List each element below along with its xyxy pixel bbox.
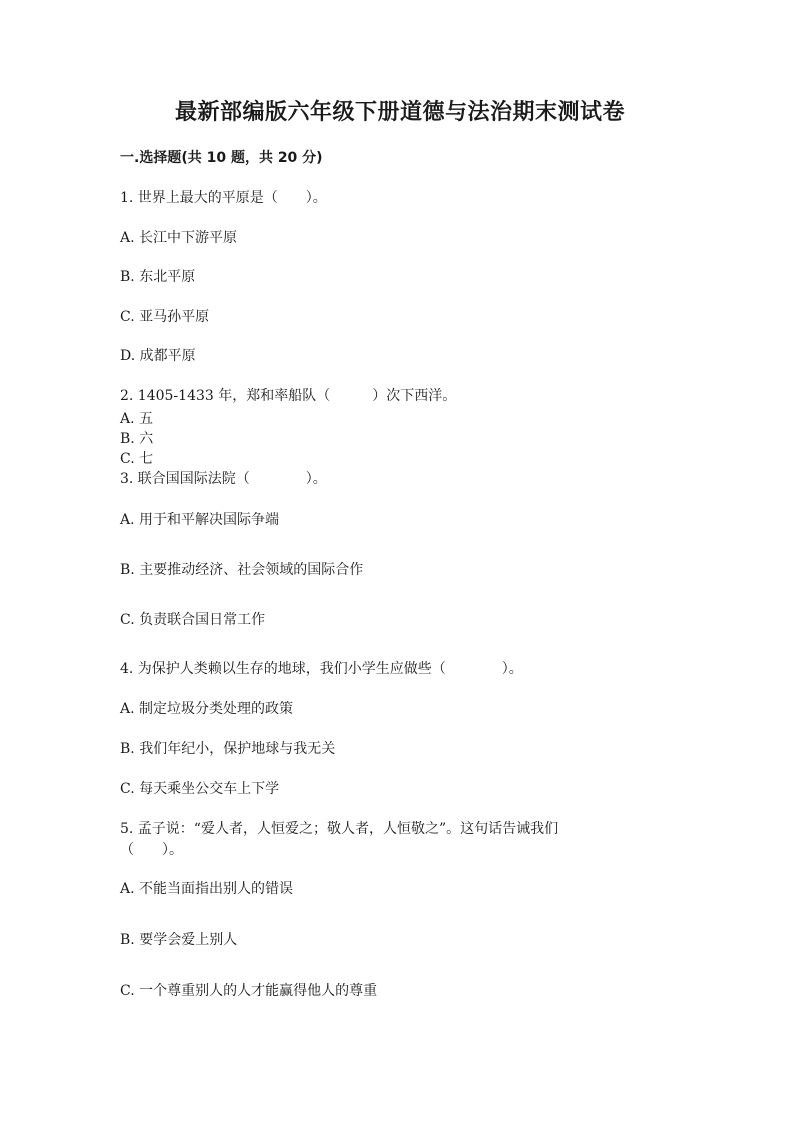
document-title: 最新部编版六年级下册道德与法治期末测试卷 xyxy=(174,100,625,125)
question-2-option-b: B. 六 xyxy=(120,431,154,447)
question-4-option-b: B. 我们年纪小，保护地球与我无关 xyxy=(120,741,336,757)
question-2-option-c: C. 七 xyxy=(120,451,154,467)
question-1-option-b: B. 东北平原 xyxy=(120,269,196,285)
question-1-option-d: D. 成都平原 xyxy=(120,348,196,364)
question-3-stem: 3. 联合国国际法院（ ）。 xyxy=(120,471,327,487)
question-3-option-a: A. 用于和平解决国际争端 xyxy=(120,512,280,528)
question-2-stem: 2. 1405-1433 年，郑和率船队（ ）次下西洋。 xyxy=(120,388,457,404)
question-4-stem: 4. 为保护人类赖以生存的地球，我们小学生应做些（ ）。 xyxy=(120,661,523,677)
question-2-option-a: A. 五 xyxy=(120,411,154,427)
question-5-stem: 5. 孟子说：“爱人者，人恒爱之；敬人者，人恒敬之”。这句话告诫我们 xyxy=(120,821,559,837)
question-1-option-a: A. 长江中下游平原 xyxy=(120,230,238,246)
question-4-option-a: A. 制定垃圾分类处理的政策 xyxy=(120,701,294,717)
question-3-option-b: B. 主要推动经济、社会领域的国际合作 xyxy=(120,562,364,578)
question-3-option-c: C. 负责联合国日常工作 xyxy=(120,612,266,628)
question-4-option-c: C. 每天乘坐公交车上下学 xyxy=(120,781,280,797)
question-5-option-b: B. 要学会爱上别人 xyxy=(120,932,238,948)
section-heading: 一.选择题(共 10 题，共 20 分) xyxy=(120,150,323,166)
question-5-stem-continuation: （ ）。 xyxy=(120,842,183,858)
question-1-stem: 1. 世界上最大的平原是（ ）。 xyxy=(120,190,327,206)
question-5-option-a: A. 不能当面指出别人的错误 xyxy=(120,881,294,897)
question-5-option-c: C. 一个尊重别人的人才能赢得他人的尊重 xyxy=(120,983,378,999)
question-1-option-c: C. 亚马孙平原 xyxy=(120,309,210,325)
